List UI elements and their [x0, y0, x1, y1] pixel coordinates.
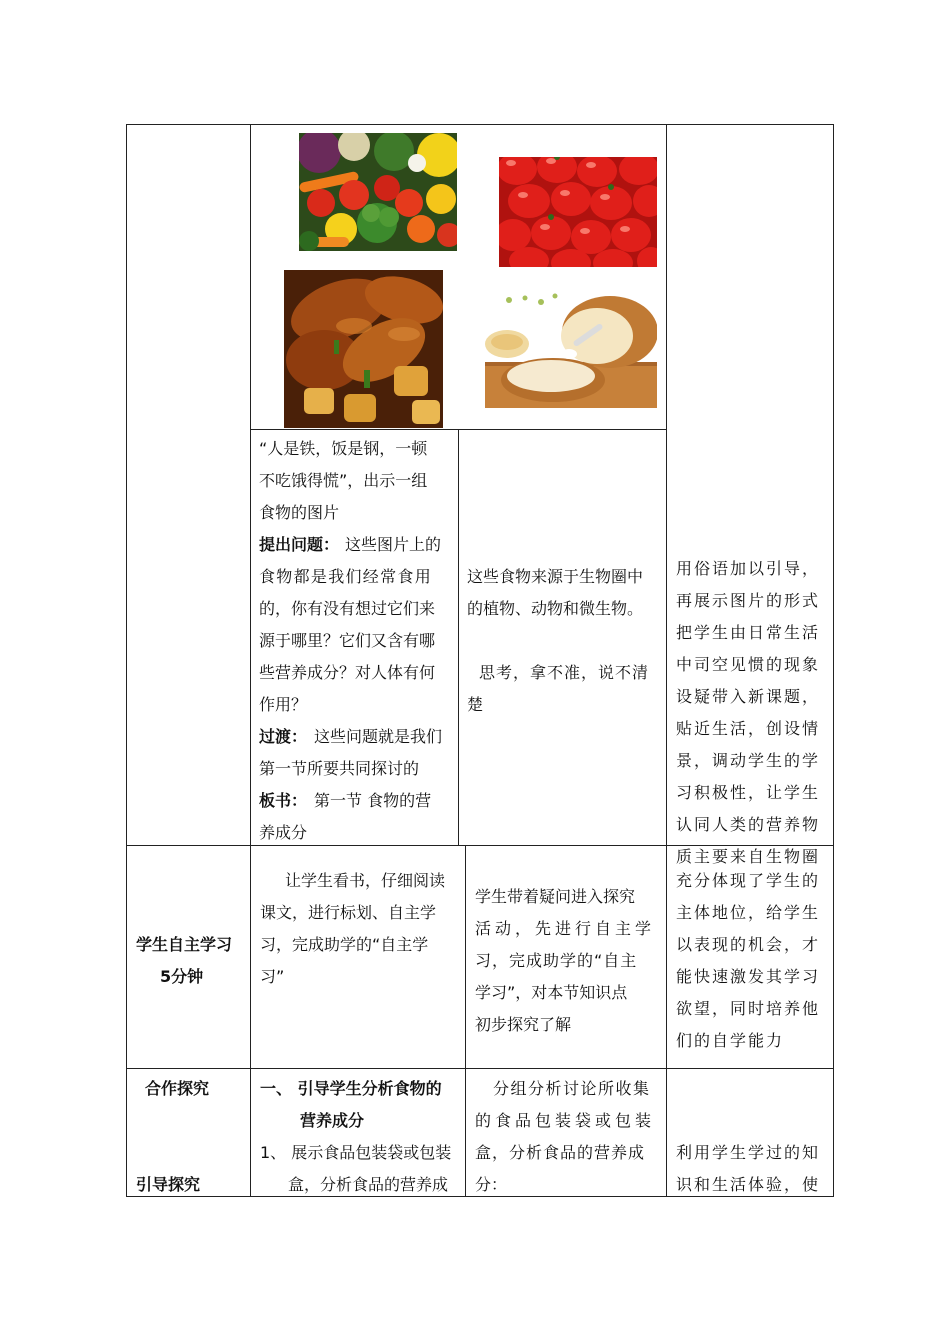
row3-student-line-3: 盒，分析食品的营养成: [475, 1143, 646, 1162]
col-divider-1: [250, 124, 251, 1197]
row1-question-label: 提出问题：: [259, 535, 340, 554]
row2-stage-duration: 5分钟: [160, 967, 204, 986]
row1-teacher-line-4: 这些图片上的: [345, 535, 442, 554]
row2-student-line-5: 初步探究了解: [475, 1015, 572, 1034]
row1-intent-line-3: 把学生由日常生活: [676, 623, 821, 642]
row2-intent-line-1: 质主要来自生物圈: [676, 847, 821, 866]
row-divider-2: [126, 1068, 834, 1069]
row1-teacher-line-5: 食物都是我们经常食用: [259, 567, 433, 586]
row2-intent-line-5: 能快速激发其学习: [676, 967, 821, 986]
row1-intent-line-7: 景，调动学生的学: [676, 751, 821, 770]
row1-intent-line-5: 设疑带入新课题，: [676, 687, 821, 706]
row1-intent-line-8: 习积极性，让学生: [676, 783, 821, 802]
row1-intent-line-2: 再展示图片的形式: [676, 591, 821, 610]
image-cell-bottom: [250, 429, 667, 430]
vegetables-photo: [299, 133, 457, 251]
row1-teacher-line-10: 这些问题就是我们: [314, 727, 443, 746]
row1-teacher-line-8: 些营养成分？对人体有何: [259, 663, 436, 682]
row3-student-line-4: 分：: [475, 1175, 508, 1194]
row2-intent-line-3: 主体地位，给学生: [676, 903, 821, 922]
row1-teacher-line-13: 养成分: [259, 823, 308, 842]
col-divider-2-lower: [465, 845, 466, 1197]
row3-student-line-2: 的食品包装袋或包装: [475, 1111, 656, 1130]
row2-intent-line-6: 欲望，同时培养他: [676, 999, 821, 1018]
row1-transition-label: 过渡：: [259, 727, 308, 746]
col-divider-2-upper: [458, 429, 459, 845]
row2-teacher-line-2: 课文，进行标划、自主学: [260, 903, 437, 922]
row3-teacher-heading: 一、 引导学生分析食物的: [260, 1079, 442, 1098]
row1-teacher-line-6: 的，你有没有想过它们来: [259, 599, 436, 618]
row2-student-line-3: 习，完成助学的“自主: [475, 951, 638, 970]
row3-teacher-heading-cont: 营养成分: [300, 1111, 365, 1130]
table-border-right: [833, 124, 834, 1197]
row2-teacher-line-4: 习”: [260, 967, 285, 986]
row3-stage-subtitle: 引导探究: [136, 1175, 201, 1194]
row2-student-line-1: 学生带着疑问进入探究: [475, 887, 636, 906]
row2-teacher-line-1: 让学生看书，仔细阅读: [285, 871, 446, 890]
row1-student-line-2: 的植物、动物和微生物。: [467, 599, 644, 618]
row3-intent-line-1: 利用学生学过的知: [676, 1143, 821, 1162]
row1-student-line-1: 这些食物来源于生物圈中: [467, 567, 644, 586]
row1-student-line-4: 楚: [467, 695, 484, 714]
row1-teacher-line-9: 作用？: [259, 695, 308, 714]
row1-intent-line-9: 认同人类的营养物: [676, 815, 821, 834]
row3-stage-title: 合作探究: [145, 1079, 210, 1098]
row1-teacher-line-11: 第一节所要共同探讨的: [259, 759, 420, 778]
row1-teacher-line-7: 源于哪里？它们又含有哪: [259, 631, 436, 650]
row3-student-line-1: 分组分析讨论所收集: [493, 1079, 651, 1098]
tomatoes-photo: [499, 157, 657, 267]
table-border-left: [126, 124, 127, 1197]
chicken-wings-photo: [284, 270, 443, 428]
row1-intent-line-6: 贴近生活，创设情: [676, 719, 821, 738]
row1-teacher-line-3: 食物的图片: [259, 503, 340, 522]
row2-intent-line-4: 以表现的机会，才: [676, 935, 821, 954]
row2-intent-line-2: 充分体现了学生的: [676, 871, 821, 890]
row3-teacher-line-2: 盒，分析食品的营养成: [288, 1175, 449, 1194]
row2-intent-line-7: 们的自学能力: [676, 1031, 785, 1050]
row3-intent-line-2: 识和生活体验，使: [676, 1175, 821, 1194]
row2-stage-title: 学生自主学习: [136, 935, 233, 954]
row1-board-label: 板书：: [259, 791, 308, 810]
row1-teacher-line-12: 第一节 食物的营: [314, 791, 432, 810]
row2-teacher-line-3: 习，完成助学的“自主学: [260, 935, 429, 954]
row1-teacher-line-1: “人是铁，饭是钢，一顿: [259, 439, 428, 458]
col-divider-3: [666, 124, 667, 1197]
row2-student-line-2: 活动，先进行自主学: [475, 919, 656, 938]
row2-student-line-4: 学习”，对本节知识点: [475, 983, 628, 1002]
table-border-top: [126, 124, 834, 125]
row1-intent-line-1: 用俗语加以引导，: [676, 559, 821, 578]
row1-teacher-line-2: 不吃饿得慌”，出示一组: [259, 471, 428, 490]
bread-photo: [485, 292, 657, 408]
row1-student-line-3: 思考，拿不准，说不清: [479, 663, 650, 682]
row3-teacher-line-1: 1、 展示食品包装袋或包装: [260, 1143, 452, 1162]
row1-intent-line-4: 中司空见惯的现象: [676, 655, 821, 674]
